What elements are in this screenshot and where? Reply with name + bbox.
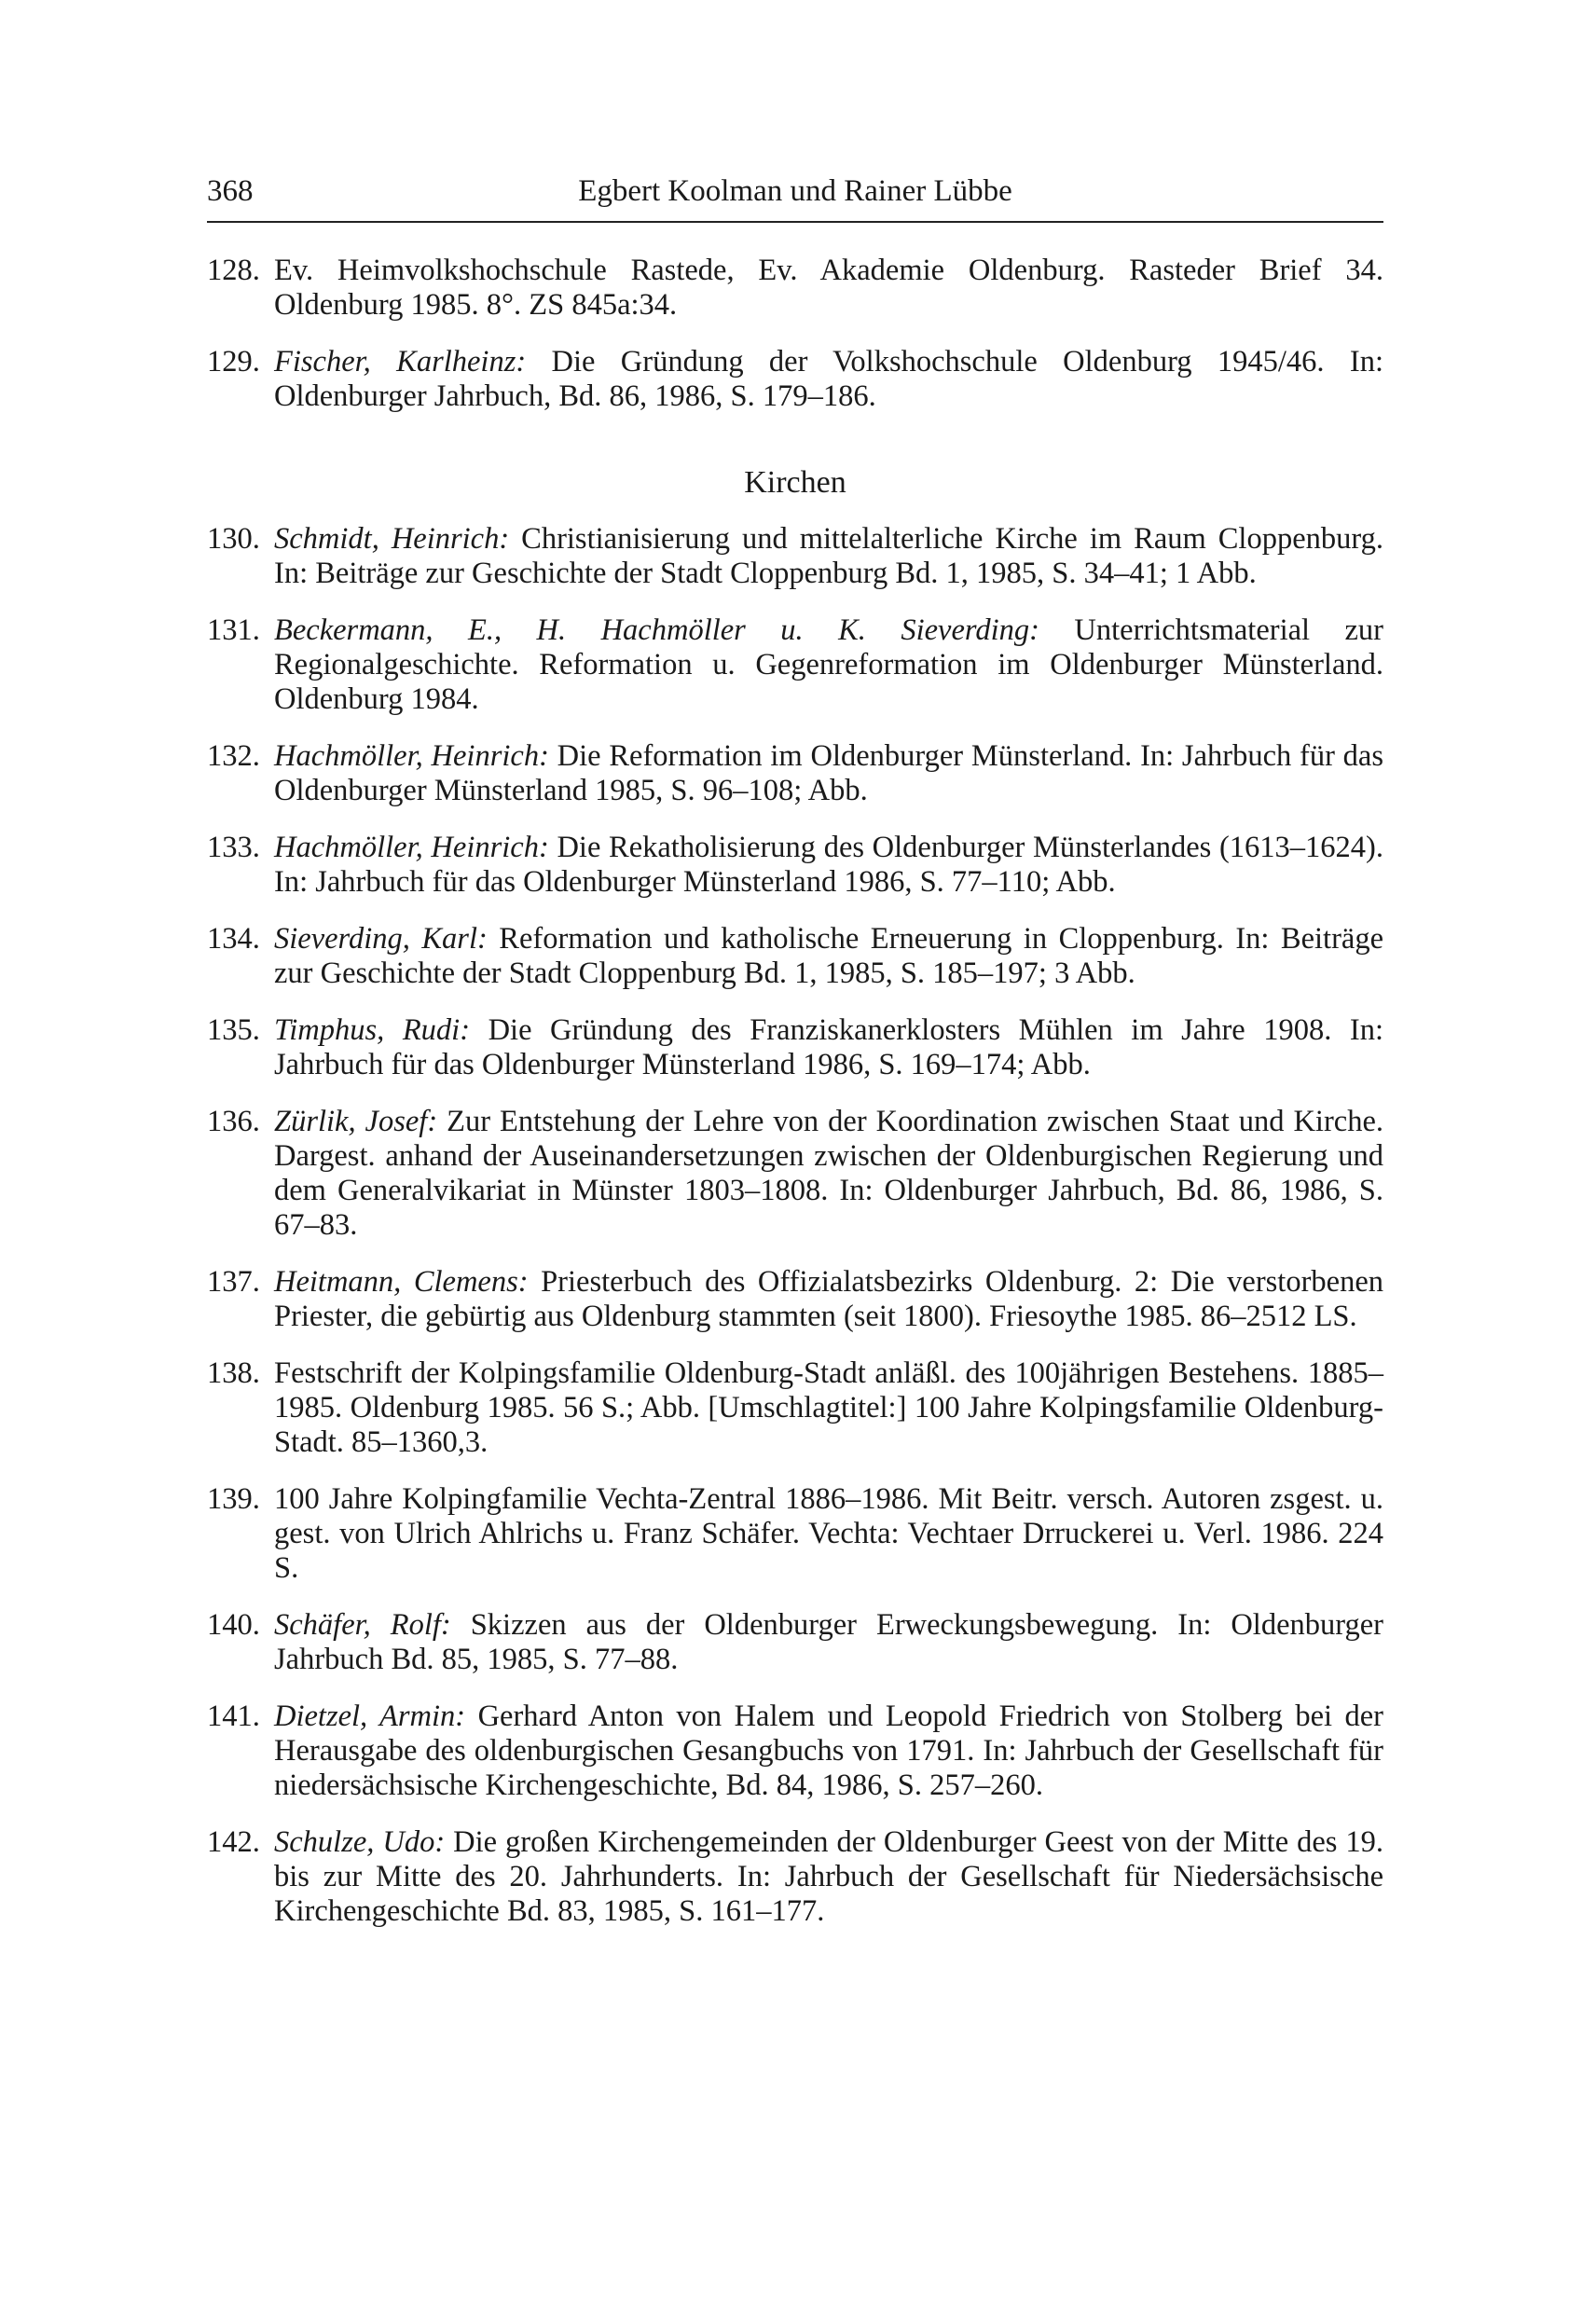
page-header [207, 168, 1383, 214]
entries-before-section [207, 254, 1383, 414]
entry-body: Die Gründung des Franziskanerklosters Mühlen im Jahre 1908. In: Jahrbuch für das Oldenburger Münsterland 1986, S. 169–174; Abb. [274, 1013, 1384, 1081]
entry-text [274, 831, 1383, 900]
entry-text [274, 922, 1383, 991]
entry-body: Ev. Heimvolkshochschule Rastede, Ev. Akademie Oldenburg. Rasteder Brief 34. Oldenburg 1985. 8°. ZS 845a:34. [274, 254, 1383, 322]
bibliography-entry [207, 1700, 1383, 1803]
entry-author: Beckermann, E., H. Hachmöller u. K. Sieverding: [274, 613, 1039, 647]
entry-text [274, 1013, 1383, 1082]
bibliography-entry [207, 613, 1383, 717]
bibliography-entry [207, 831, 1383, 900]
entry-number: 132. [207, 739, 260, 773]
entry-body: 100 Jahre Kolpingfamilie Vechta-Zentral 1886–1986. Mit Beitr. versch. Autoren zsgest. u. gest. von Ulrich Ahlrichs u. Franz Schäfer. Vechta: Vechtaer Drruckerei u. Verl. 1986. 224 S. [274, 1482, 1383, 1585]
bibliography-entry [207, 1265, 1383, 1334]
entry-number: 141. [207, 1700, 260, 1733]
bibliography-entry [207, 1013, 1383, 1082]
header-divider [207, 221, 1383, 223]
bibliography-entry [207, 345, 1383, 414]
entry-number: 135. [207, 1013, 260, 1047]
bibliography-entry [207, 522, 1383, 591]
entry-body: Zur Entstehung der Lehre von der Koordination zwischen Staat und Kirche. Dargest. anhand der Auseinandersetzungen zwischen der Oldenburgischen Regierung und dem Generalvikariat in Münster 1803–1808. In: Oldenburger Jahrbuch, Bd. 86, 1986, S. 67–83. [274, 1105, 1383, 1242]
bibliography-entry [207, 1825, 1383, 1929]
bibliography-entry [207, 739, 1383, 808]
entry-body: Die Rekatholisierung des Oldenburger Münsterlandes (1613–1624). In: Jahrbuch für das Oldenburger Münsterland 1986, S. 77–110; Abb. [274, 831, 1384, 899]
entry-number: 129. [207, 345, 260, 378]
bibliography-entry [207, 922, 1383, 991]
bibliography-entry [207, 1482, 1383, 1586]
entry-body: Reformation und katholische Erneuerung in Cloppenburg. In: Beiträge zur Geschichte der Stadt Cloppenburg Bd. 1, 1985, S. 185–197; 3 Abb. [274, 922, 1383, 990]
running-title: Egbert Koolman und Rainer Lübbe [578, 174, 1012, 208]
entry-body: Die großen Kirchengemeinden der Oldenburger Geest von der Mitte des 19. bis zur Mitte des 20. Jahrhunderts. In: Jahrbuch der Gesellschaft für Niedersächsische Kirchengeschichte Bd. 83, 1985, S. 161–177. [274, 1825, 1383, 1928]
entry-number: 138. [207, 1356, 260, 1390]
entry-number: 136. [207, 1105, 260, 1138]
entry-number: 142. [207, 1825, 260, 1859]
entry-body: Unterrichtsmaterial zur Regionalgeschichte. Reformation u. Gegenreformation im Oldenburger Münsterland. Oldenburg 1984. [274, 613, 1384, 716]
entry-text [274, 345, 1383, 414]
entry-text [274, 1482, 1383, 1586]
entry-body: Skizzen aus der Oldenburger Erweckungsbewegung. In: Oldenburger Jahrbuch Bd. 85, 1985, S. 77–88. [274, 1608, 1383, 1676]
entry-author: Schulze, Udo: [274, 1825, 446, 1859]
entry-number: 137. [207, 1265, 260, 1299]
entry-author: Hachmöller, Heinrich: [274, 831, 549, 864]
entry-author: Heitmann, Clemens: [274, 1265, 529, 1299]
entry-text [274, 1356, 1383, 1460]
entry-body: Priesterbuch des Offizialatsbezirks Oldenburg. 2: Die verstorbenen Priester, die gebürtig aus Oldenburg stammten (seit 1800). Friesoythe 1985. 86–2512 LS. [274, 1265, 1383, 1333]
entry-number: 130. [207, 522, 260, 556]
bibliography-entry [207, 254, 1383, 323]
entry-text [274, 1608, 1383, 1677]
entry-author: Hachmöller, Heinrich: [274, 739, 549, 773]
entry-author: Schäfer, Rolf: [274, 1608, 451, 1642]
entry-author: Fischer, Karlheinz: [274, 345, 527, 378]
entries-after-section [207, 522, 1383, 1929]
entry-text [274, 1700, 1383, 1803]
entry-author: Timphus, Rudi: [274, 1013, 471, 1047]
entry-author: Sieverding, Karl: [274, 922, 488, 956]
entry-number: 133. [207, 831, 260, 864]
entry-author: Schmidt, Heinrich: [274, 522, 510, 556]
entry-number: 140. [207, 1608, 260, 1642]
entry-number: 128. [207, 254, 260, 287]
entry-author: Dietzel, Armin: [274, 1700, 466, 1733]
entry-body: Gerhard Anton von Halem und Leopold Friedrich von Stolberg bei der Herausgabe des oldenburgischen Gesangbuchs von 1791. In: Jahrbuch der Gesellschaft für niedersächsische Kirchengeschichte, Bd. 84, 1986, S. 257–260. [274, 1700, 1384, 1802]
section-heading: Kirchen [744, 465, 846, 500]
entry-text [274, 739, 1383, 808]
entry-number: 139. [207, 1482, 260, 1516]
entry-body: Die Gründung der Volkshochschule Oldenburg 1945/46. In: Oldenburger Jahrbuch, Bd. 86, 1986, S. 179–186. [274, 345, 1383, 413]
entry-body: Christianisierung und mittelalterliche Kirche im Raum Cloppenburg. In: Beiträge zur Geschichte der Stadt Cloppenburg Bd. 1, 1985, S. 34–41; 1 Abb. [274, 522, 1383, 590]
entry-number: 131. [207, 613, 260, 647]
entry-text [274, 522, 1383, 591]
entry-number: 134. [207, 922, 260, 956]
bibliography-entry [207, 1356, 1383, 1460]
entry-text [274, 1825, 1383, 1929]
bibliography-list [207, 254, 1383, 1951]
entry-text [274, 613, 1383, 717]
bibliography-entry [207, 1608, 1383, 1677]
page-number: 368 [207, 174, 254, 208]
entry-body: Die Reformation im Oldenburger Münsterland. In: Jahrbuch für das Oldenburger Münsterland 1985, S. 96–108; Abb. [274, 739, 1384, 807]
entry-body: Festschrift der Kolpingsfamilie Oldenburg-Stadt anläßl. des 100jährigen Bestehens. 1885–1985. Oldenburg 1985. 56 S.; Abb. [Umschlagtitel:] 100 Jahre Kolpingsfamilie Oldenburg-Stadt. 85–1360,3. [274, 1356, 1383, 1459]
bibliography-entry [207, 1105, 1383, 1243]
entry-author: Zürlik, Josef: [274, 1105, 438, 1138]
entry-text [274, 1105, 1383, 1243]
entry-text [274, 254, 1383, 323]
entry-text [274, 1265, 1383, 1334]
